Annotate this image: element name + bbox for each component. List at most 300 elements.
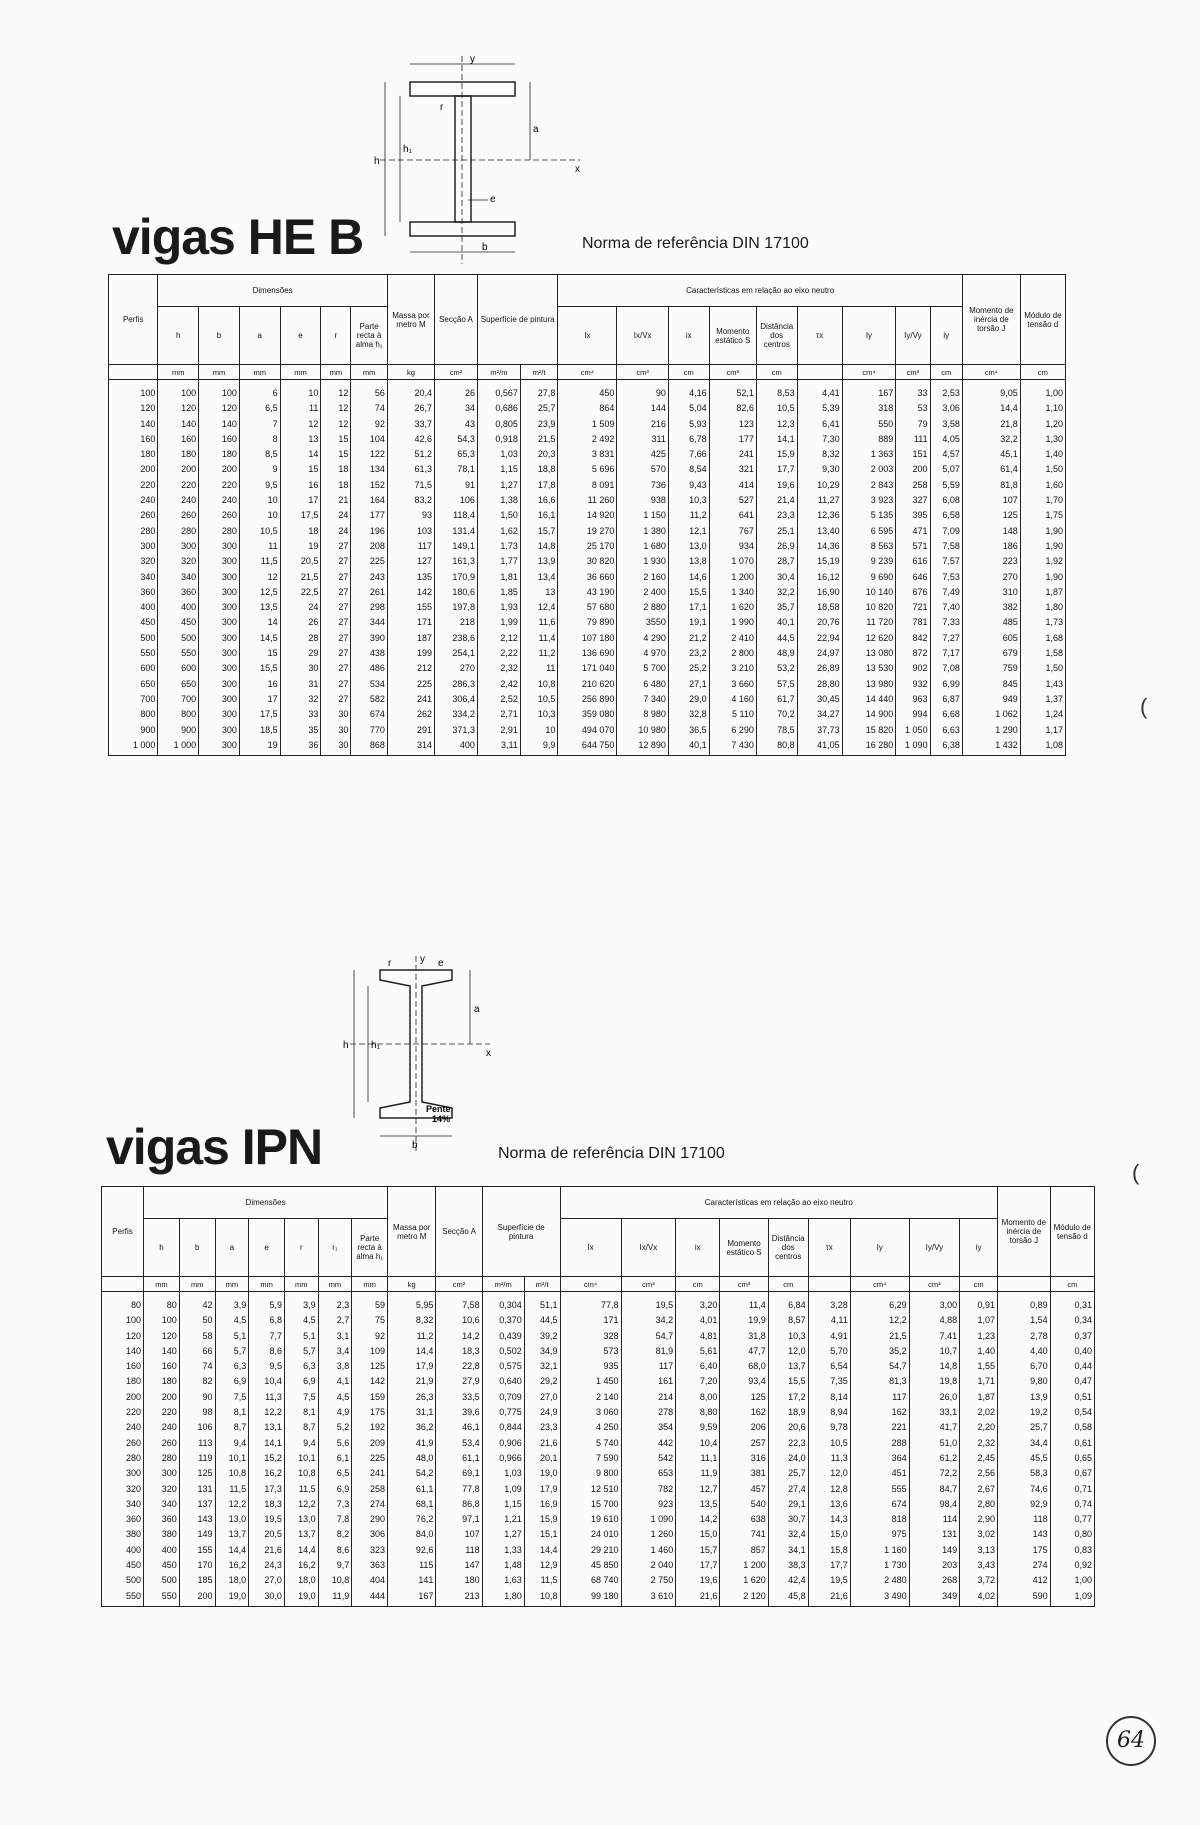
table-row <box>102 1558 1095 1573</box>
table-cell: 13,8 <box>668 554 709 569</box>
profile-cell: 550 <box>109 646 158 661</box>
table-cell: 43 <box>435 417 478 432</box>
table-cell: 2,32 <box>960 1436 998 1451</box>
heb-unit-cell: cm⁴ <box>842 365 896 380</box>
table-cell: 1 050 <box>896 723 930 738</box>
table-cell: 30 <box>280 661 321 676</box>
table-cell: 23,2 <box>668 646 709 661</box>
table-cell: 2 160 <box>617 570 668 585</box>
table-cell: 44,5 <box>756 631 797 646</box>
table-cell: 1,73 <box>477 539 520 554</box>
table-row <box>109 493 1066 508</box>
table-row <box>109 646 1066 661</box>
ipn-col-ixvx: Ix/Vx <box>621 1219 676 1277</box>
table-cell: 676 <box>896 585 930 600</box>
table-cell: 15 <box>321 432 351 447</box>
table-cell: 3,20 <box>676 1292 720 1314</box>
table-cell: 18 <box>280 524 321 539</box>
table-cell: 16,6 <box>520 493 558 508</box>
table-cell: 125 <box>179 1466 215 1481</box>
table-cell: 39,6 <box>436 1405 482 1420</box>
table-cell: 600 <box>158 661 199 676</box>
table-cell: 23,3 <box>524 1420 560 1435</box>
table-cell: 27,0 <box>249 1573 285 1588</box>
table-cell: 291 <box>387 723 434 738</box>
table-cell: 12,3 <box>756 417 797 432</box>
table-cell: 889 <box>842 432 896 447</box>
table-cell: 17,7 <box>808 1558 850 1573</box>
table-cell: 300 <box>144 1466 180 1481</box>
table-cell: 29 210 <box>560 1543 621 1558</box>
table-row <box>102 1313 1095 1328</box>
table-cell: 11 <box>280 401 321 416</box>
table-cell: 16,90 <box>797 585 842 600</box>
table-cell: 125 <box>720 1390 768 1405</box>
table-cell: 8,57 <box>768 1313 808 1328</box>
ipn-group-dimensoes: Dimensões <box>144 1187 388 1219</box>
heb-section-diagram <box>370 52 590 270</box>
table-cell: 100 <box>144 1313 180 1328</box>
table-cell: 653 <box>621 1466 676 1481</box>
table-cell: 13 530 <box>842 661 896 676</box>
table-cell: 770 <box>351 723 387 738</box>
table-cell: 1,58 <box>1020 646 1065 661</box>
table-cell: 61,1 <box>388 1482 436 1497</box>
table-cell: 160 <box>158 432 199 447</box>
table-cell: 349 <box>909 1589 959 1607</box>
table-cell: 34,9 <box>524 1344 560 1359</box>
table-cell: 1,33 <box>482 1543 524 1558</box>
table-cell: 1,15 <box>482 1497 524 1512</box>
table-cell: 7,41 <box>909 1329 959 1344</box>
table-row <box>109 661 1066 676</box>
table-cell: 15,5 <box>768 1374 808 1389</box>
table-cell: 7,58 <box>930 539 962 554</box>
table-cell: 1,87 <box>1020 585 1065 600</box>
table-cell: 2,53 <box>930 380 962 402</box>
table-cell: 161,3 <box>435 554 478 569</box>
table-cell: 83,2 <box>387 493 434 508</box>
table-cell: 4,81 <box>676 1329 720 1344</box>
table-cell: 11 <box>239 539 280 554</box>
profile-cell: 260 <box>102 1436 144 1451</box>
table-cell: 10,5 <box>239 524 280 539</box>
table-cell: 118 <box>998 1512 1051 1527</box>
table-cell: 380 <box>144 1527 180 1542</box>
table-cell: 43 190 <box>558 585 617 600</box>
table-cell: 5,59 <box>930 478 962 493</box>
table-cell: 759 <box>962 661 1020 676</box>
table-cell: 34,4 <box>998 1436 1051 1451</box>
table-cell: 8,32 <box>388 1313 436 1328</box>
table-cell: 50 <box>179 1313 215 1328</box>
table-cell: 10,8 <box>520 677 558 692</box>
table-cell: 162 <box>720 1405 768 1420</box>
table-cell: 9,05 <box>962 380 1020 402</box>
ipn-unit-cell: mm <box>249 1277 285 1292</box>
table-cell: 10,8 <box>215 1466 249 1481</box>
table-cell: 1,63 <box>482 1573 524 1588</box>
profile-cell: 360 <box>102 1512 144 1527</box>
heb-norma: Norma de referência DIN 17100 <box>582 235 809 252</box>
ipn-unit-cell: cm³ <box>720 1277 768 1292</box>
table-cell: 27 <box>321 570 351 585</box>
table-cell: 125 <box>352 1359 388 1374</box>
table-cell: 220 <box>144 1405 180 1420</box>
table-cell: 17 <box>280 493 321 508</box>
heb-unit-cell: cm <box>756 365 797 380</box>
table-cell: 18,0 <box>284 1573 318 1588</box>
table-cell: 14,8 <box>909 1359 959 1374</box>
table-cell: 1,03 <box>482 1466 524 1481</box>
table-cell: 1 620 <box>709 600 756 615</box>
table-cell: 934 <box>709 539 756 554</box>
table-cell: 3,58 <box>930 417 962 432</box>
table-cell: 1,20 <box>1020 417 1065 432</box>
table-cell: 42,4 <box>768 1573 808 1588</box>
table-cell: 34 <box>435 401 478 416</box>
table-cell: 36,5 <box>668 723 709 738</box>
profile-cell: 360 <box>109 585 158 600</box>
table-cell: 864 <box>558 401 617 416</box>
table-cell: 902 <box>896 661 930 676</box>
table-cell: 4,5 <box>318 1390 352 1405</box>
table-cell: 21,6 <box>808 1589 850 1607</box>
table-cell: 2 492 <box>558 432 617 447</box>
table-cell: 19,5 <box>808 1573 850 1588</box>
table-cell: 2 040 <box>621 1558 676 1573</box>
table-cell: 6,8 <box>249 1313 285 1328</box>
table-cell: 381 <box>720 1466 768 1481</box>
table-cell: 395 <box>896 508 930 523</box>
table-cell: 25,1 <box>756 524 797 539</box>
table-cell: 120 <box>199 401 240 416</box>
table-cell: 33,5 <box>436 1390 482 1405</box>
table-cell: 6,68 <box>930 707 962 722</box>
table-cell: 300 <box>199 539 240 554</box>
table-cell: 143 <box>998 1527 1051 1542</box>
table-cell: 34,2 <box>621 1313 676 1328</box>
table-cell: 12 890 <box>617 738 668 756</box>
table-cell: 1,90 <box>1020 539 1065 554</box>
table-cell: 77,8 <box>560 1292 621 1314</box>
page-number: 64 <box>1106 1716 1156 1766</box>
table-cell: 14,4 <box>388 1344 436 1359</box>
heb-col-iy: Iy <box>842 307 896 365</box>
table-cell: 0,71 <box>1050 1482 1094 1497</box>
table-cell: 58 <box>179 1329 215 1344</box>
table-cell: 270 <box>435 661 478 676</box>
table-cell: 9,30 <box>797 462 842 477</box>
table-cell: 400 <box>435 738 478 756</box>
table-cell: 1 090 <box>896 738 930 756</box>
table-cell: 16,2 <box>249 1466 285 1481</box>
table-cell: 438 <box>351 646 387 661</box>
table-cell: 177 <box>709 432 756 447</box>
table-cell: 82,6 <box>709 401 756 416</box>
table-cell: 22,3 <box>768 1436 808 1451</box>
table-cell: 5,70 <box>808 1344 850 1359</box>
table-cell: 200 <box>179 1589 215 1607</box>
table-cell: 1,27 <box>482 1527 524 1542</box>
table-cell: 2,45 <box>960 1451 998 1466</box>
table-cell: 1 160 <box>850 1543 909 1558</box>
table-cell: 300 <box>199 738 240 756</box>
heb-units-row <box>109 365 1066 380</box>
table-cell: 15 820 <box>842 723 896 738</box>
table-cell: 81,3 <box>850 1374 909 1389</box>
table-cell: 6 480 <box>617 677 668 692</box>
table-cell: 6,5 <box>239 401 280 416</box>
table-cell: 7,58 <box>436 1292 482 1314</box>
table-cell: 10,5 <box>756 401 797 416</box>
table-cell: 103 <box>387 524 434 539</box>
table-cell: 175 <box>352 1405 388 1420</box>
heb-unit-cell: cm⁴ <box>962 365 1020 380</box>
table-cell: 1,77 <box>477 554 520 569</box>
table-cell: 573 <box>560 1344 621 1359</box>
ipn-diagram-label-r: r <box>388 958 392 969</box>
table-cell: 18,0 <box>215 1573 249 1588</box>
table-cell: 107 <box>962 493 1020 508</box>
ipn-unit-cell <box>808 1277 850 1292</box>
table-cell: 167 <box>842 380 896 402</box>
table-cell: 12,2 <box>850 1313 909 1328</box>
table-cell: 540 <box>720 1497 768 1512</box>
table-cell: 13 080 <box>842 646 896 661</box>
table-cell: 7,5 <box>284 1390 318 1405</box>
table-cell: 197,8 <box>435 600 478 615</box>
table-cell: 7,40 <box>930 600 962 615</box>
table-cell: 11,2 <box>668 508 709 523</box>
ipn-diagram-label-slope: 14% <box>432 1114 451 1124</box>
table-cell: 143 <box>179 1512 215 1527</box>
table-cell: 209 <box>352 1436 388 1451</box>
table-cell: 6 <box>239 380 280 402</box>
table-cell: 241 <box>709 447 756 462</box>
table-cell: 46,1 <box>436 1420 482 1435</box>
table-cell: 48,9 <box>756 646 797 661</box>
table-cell: 11 720 <box>842 615 896 630</box>
table-cell: 12 <box>321 401 351 416</box>
table-cell: 27 <box>321 600 351 615</box>
table-cell: 781 <box>896 615 930 630</box>
ipn-unit-cell: cm <box>676 1277 720 1292</box>
table-cell: 13,1 <box>249 1420 285 1435</box>
table-cell: 45,8 <box>768 1589 808 1607</box>
table-cell: 500 <box>158 631 199 646</box>
table-cell: 115 <box>388 1558 436 1573</box>
table-cell: 10,5 <box>520 692 558 707</box>
table-cell: 327 <box>896 493 930 508</box>
table-cell: 200 <box>199 462 240 477</box>
table-cell: 3,8 <box>318 1359 352 1374</box>
table-cell: 13,5 <box>239 600 280 615</box>
ipn-unit-cell: cm³ <box>909 1277 959 1292</box>
table-cell: 12,5 <box>239 585 280 600</box>
profile-cell: 280 <box>109 524 158 539</box>
table-cell: 180 <box>158 447 199 462</box>
heb-diagram-label-y: y <box>470 54 475 65</box>
table-cell: 77,8 <box>436 1482 482 1497</box>
table-cell: 9 239 <box>842 554 896 569</box>
table-cell: 644 750 <box>558 738 617 756</box>
table-cell: 86,8 <box>436 1497 482 1512</box>
table-cell: 15,7 <box>676 1543 720 1558</box>
table-cell: 29,0 <box>668 692 709 707</box>
table-cell: 74,6 <box>998 1482 1051 1497</box>
table-cell: 20,4 <box>387 380 434 402</box>
table-cell: 152 <box>351 478 387 493</box>
table-cell: 1 460 <box>621 1543 676 1558</box>
table-cell: 114 <box>909 1512 959 1527</box>
table-row <box>102 1527 1095 1542</box>
table-cell: 390 <box>351 631 387 646</box>
table-cell: 100 <box>158 380 199 402</box>
heb-col-iyvy: Iy/Vy <box>896 307 930 365</box>
heb-unit-cell: cm <box>1020 365 1065 380</box>
table-cell: 16,1 <box>520 508 558 523</box>
table-cell: 104 <box>351 432 387 447</box>
table-cell: 414 <box>709 478 756 493</box>
table-cell: 15,9 <box>756 447 797 462</box>
heb-unit-cell: cm³ <box>896 365 930 380</box>
table-cell: 15,0 <box>676 1527 720 1542</box>
table-cell: 15,7 <box>520 524 558 539</box>
table-cell: 6,54 <box>808 1359 850 1374</box>
table-cell: 10 <box>239 493 280 508</box>
table-cell: 8,80 <box>676 1405 720 1420</box>
table-cell: 81,9 <box>621 1344 676 1359</box>
table-cell: 24 <box>321 508 351 523</box>
table-cell: 364 <box>850 1451 909 1466</box>
table-cell: 26,3 <box>388 1390 436 1405</box>
table-cell: 8,14 <box>808 1390 850 1405</box>
table-cell: 1,17 <box>1020 723 1065 738</box>
table-cell: 9,4 <box>215 1436 249 1451</box>
table-cell: 53 <box>896 401 930 416</box>
table-cell: 72,2 <box>909 1466 959 1481</box>
table-cell: 2,22 <box>477 646 520 661</box>
table-cell: 4,41 <box>797 380 842 402</box>
table-cell: 1,40 <box>1020 447 1065 462</box>
table-cell: 140 <box>158 417 199 432</box>
profile-cell: 380 <box>102 1527 144 1542</box>
table-cell: 3,11 <box>477 738 520 756</box>
table-cell: 79 890 <box>558 615 617 630</box>
table-cell: 76,2 <box>388 1512 436 1527</box>
table-cell: 180 <box>436 1573 482 1588</box>
table-cell: 223 <box>962 554 1020 569</box>
table-cell: 4 290 <box>617 631 668 646</box>
profile-cell: 240 <box>102 1420 144 1435</box>
table-cell: 340 <box>144 1497 180 1512</box>
table-cell: 21,2 <box>668 631 709 646</box>
table-cell: 118,4 <box>435 508 478 523</box>
table-cell: 3,1 <box>318 1329 352 1344</box>
table-cell: 122 <box>351 447 387 462</box>
table-cell: 21,5 <box>520 432 558 447</box>
table-cell: 3 610 <box>621 1589 676 1607</box>
table-cell: 1,27 <box>477 478 520 493</box>
table-cell: 68,0 <box>720 1359 768 1374</box>
table-cell: 298 <box>351 600 387 615</box>
table-cell: 1,09 <box>482 1482 524 1497</box>
table-cell: 274 <box>998 1558 1051 1573</box>
table-cell: 11,5 <box>239 554 280 569</box>
table-cell: 7,57 <box>930 554 962 569</box>
table-cell: 975 <box>850 1527 909 1542</box>
table-cell: 200 <box>158 462 199 477</box>
ipn-diagram-label-a: a <box>474 1004 480 1015</box>
heb-col-tx: τx <box>797 307 842 365</box>
table-cell: 12,2 <box>249 1405 285 1420</box>
table-cell: 24 <box>321 524 351 539</box>
table-row <box>102 1292 1095 1314</box>
table-cell: 641 <box>709 508 756 523</box>
table-cell: 1,62 <box>477 524 520 539</box>
table-cell: 69,1 <box>436 1466 482 1481</box>
profile-cell: 340 <box>102 1497 144 1512</box>
table-cell: 11,5 <box>524 1573 560 1588</box>
table-cell: 457 <box>720 1482 768 1497</box>
table-row <box>102 1420 1095 1435</box>
table-cell: 22,94 <box>797 631 842 646</box>
table-cell: 10 820 <box>842 600 896 615</box>
table-cell: 6 290 <box>709 723 756 738</box>
table-cell: 11,1 <box>676 1451 720 1466</box>
table-cell: 736 <box>617 478 668 493</box>
table-cell: 7,7 <box>249 1329 285 1344</box>
ipn-unit-cell: mm <box>284 1277 318 1292</box>
table-row <box>109 677 1066 692</box>
table-cell: 56 <box>351 380 387 402</box>
heb-col-massa: Massa por metro M <box>387 275 434 365</box>
table-cell: 12,36 <box>797 508 842 523</box>
table-cell: 167 <box>388 1589 436 1607</box>
table-cell: 78,5 <box>756 723 797 738</box>
table-cell: 240 <box>158 493 199 508</box>
table-cell: 845 <box>962 677 1020 692</box>
table-cell: 2 003 <box>842 462 896 477</box>
table-cell: 17,2 <box>768 1390 808 1405</box>
table-cell: 1 090 <box>621 1512 676 1527</box>
table-cell: 3,72 <box>960 1573 998 1588</box>
table-row <box>109 570 1066 585</box>
table-cell: 9 800 <box>560 1466 621 1481</box>
table-cell: 28,80 <box>797 677 842 692</box>
table-cell: 650 <box>158 677 199 692</box>
profile-cell: 100 <box>109 380 158 402</box>
table-cell: 550 <box>842 417 896 432</box>
ipn-col-modulo-tensao: Módulo de tensão d <box>1050 1187 1094 1277</box>
ipn-unit-cell: cm <box>960 1277 998 1292</box>
table-cell: 12,2 <box>284 1497 318 1512</box>
table-cell: 33 <box>280 707 321 722</box>
table-cell: 486 <box>351 661 387 676</box>
heb-col-ix-small: ix <box>668 307 709 365</box>
profile-cell: 220 <box>109 478 158 493</box>
table-cell: 3,06 <box>930 401 962 416</box>
table-cell: 3,00 <box>909 1292 959 1314</box>
heb-group-caracteristicas: Características em relação ao eixo neutro <box>558 275 962 307</box>
table-cell: 120 <box>158 401 199 416</box>
ipn-group-caracteristicas: Características em relação ao eixo neutro <box>560 1187 998 1219</box>
table-row <box>109 432 1066 447</box>
table-cell: 160 <box>144 1359 180 1374</box>
table-cell: 1,30 <box>1020 432 1065 447</box>
profile-cell: 340 <box>109 570 158 585</box>
